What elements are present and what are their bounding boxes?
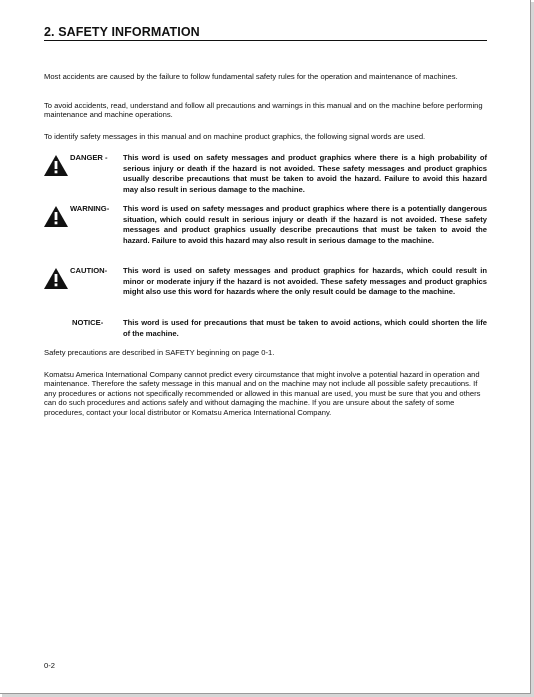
signal-label-caution: CAUTION- — [70, 266, 108, 275]
signal-label-danger: DANGER - — [70, 153, 108, 162]
intro-paragraph-avoid-accidents: To avoid accidents, read, understand and follow all precautions and warnings in this manual and on the machine before performing maintenance and machine operations. — [44, 101, 483, 120]
signal-description-notice: This word is used for precautions that must be taken to avoid actions, which could shorten the life of the machine. — [123, 318, 487, 338]
signal-word-notice — [44, 318, 488, 342]
signal-label-notice: NOTICE- — [72, 318, 104, 327]
signal-word-warning — [44, 204, 488, 254]
signal-description-danger: This word is used on safety messages and product graphics where there is a high probability of serious injury or death if the hazard is not avoided. These safety messages and product graphics usually describe precautions that must be taken to avoid the hazard. Failure to avoid this hazard may also result in serious damage to the machine. — [123, 153, 487, 194]
warning-triangle-icon — [44, 155, 68, 176]
section-heading: 2. SAFETY INFORMATION — [44, 25, 487, 41]
intro-paragraph-accidents: Most accidents are caused by the failure to follow fundamental safety rules for the operation and maintenance of machines. — [44, 72, 458, 81]
warning-triangle-icon — [44, 268, 68, 289]
signal-word-danger — [44, 153, 488, 203]
komatsu-disclaimer-paragraph: Komatsu America International Company cannot predict every circumstance that might involve a potential hazard in operation and maintenance. Therefore the safety message in this manual and on the machine may not include all possible safety precautions. If any procedures or actions not specifically recommended or allowed in this manual are used, you must be sure that you and others can do such procedures and actions safely and without damaging the machine. If you are unsure about the safety of some procedures, contact your local distributor or Komatsu America International Company. — [44, 370, 481, 417]
signal-description-caution: This word is used on safety messages and product graphics for hazards, which could result in minor or moderate injury if the hazard is not avoided. These safety messages and product graphics might also use this word for hazards where the only result could be damage to the machine. — [123, 266, 487, 296]
signal-label-warning: WARNING- — [70, 204, 110, 213]
signal-word-caution — [44, 266, 488, 316]
safety-precautions-reference: Safety precautions are described in SAFETY beginning on page 0-1. — [44, 348, 275, 357]
intro-paragraph-signal-words: To identify safety messages in this manual and on machine product graphics, the following signal words are used. — [44, 132, 426, 141]
page-number: 0-2 — [44, 661, 55, 670]
signal-description-warning: This word is used on safety messages and product graphics where there is a potentially dangerous situation, which could result in serious injury or death if the hazard is not avoided. These safety messages and product graphics usually describe precautions that must be taken to avoid the hazard. Failure to avoid this hazard may also result in serious damage to the machine. — [123, 204, 487, 245]
warning-triangle-icon — [44, 206, 68, 227]
